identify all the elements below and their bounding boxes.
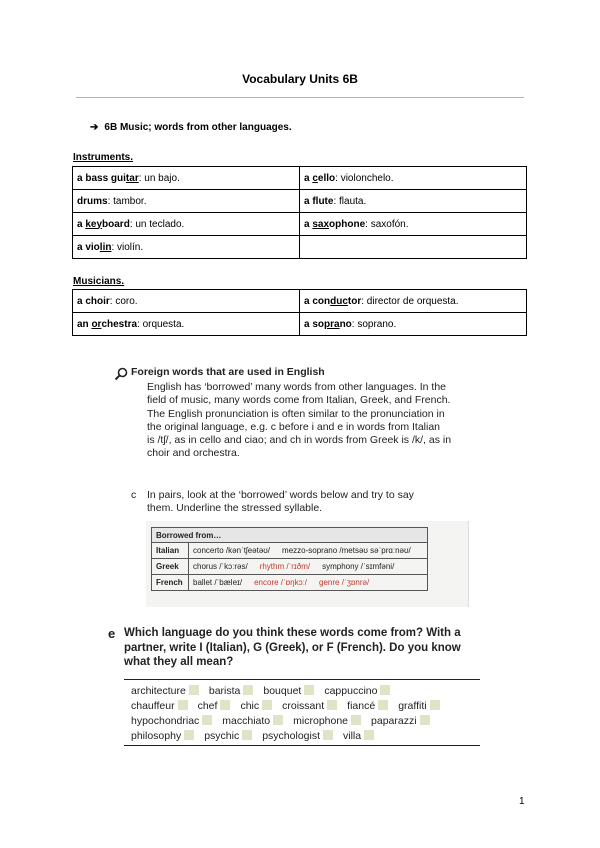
- borrowed-word: encore /ˈɒŋkɔː/: [254, 578, 308, 587]
- borrowed-language: Italian: [152, 543, 189, 559]
- answer-box[interactable]: [430, 700, 440, 710]
- vocab-article: a: [77, 172, 86, 184]
- text-line: choir and orchestra.: [147, 447, 240, 460]
- answer-box[interactable]: [323, 730, 333, 740]
- vocab-term: bass gui: [85, 172, 126, 184]
- text-line: partner, write I (Italian), G (Greek), or F (French). Do you know: [124, 641, 461, 654]
- vocab-stressed-syllable: duc: [330, 295, 348, 307]
- vocab-stressed-syllable: or: [91, 318, 102, 330]
- borrowed-language: Greek: [152, 559, 189, 575]
- vocab-stressed-syllable: tar: [125, 172, 139, 184]
- table-row: [73, 236, 527, 259]
- answer-box[interactable]: [189, 685, 199, 695]
- musicians-table: [72, 289, 527, 336]
- answer-box[interactable]: [220, 700, 230, 710]
- vocab-term: flute: [312, 195, 334, 207]
- borrowed-word: ballet /ˈbæleɪ/: [193, 578, 243, 587]
- borrowed-header: Borrowed from…: [152, 528, 428, 543]
- vocab-article: a: [77, 218, 86, 230]
- word-item: philosophy: [131, 730, 182, 742]
- answer-box[interactable]: [202, 715, 212, 725]
- word-item: hypochondriac: [131, 715, 200, 727]
- word-item: chauffeur: [131, 700, 175, 712]
- word-item: chef: [197, 700, 218, 712]
- vocab-translation: : coro.: [109, 295, 138, 307]
- vocab-article: a: [77, 295, 86, 307]
- table-row: [73, 313, 527, 336]
- borrowed-words: [189, 575, 428, 591]
- table-row: [73, 290, 527, 313]
- vocab-translation: : flauta.: [333, 195, 367, 207]
- vocab-article: a: [304, 172, 313, 184]
- section-bullet-text: 6B Music; words from other languages.: [104, 122, 292, 133]
- answer-box[interactable]: [184, 730, 194, 740]
- magnifier-icon: [114, 367, 128, 381]
- word-row: [131, 699, 481, 714]
- word-item: cappuccino: [324, 685, 378, 697]
- borrowed-word: mezzo-soprano /metsəʊ səˈprɑːnəʊ/: [282, 546, 411, 555]
- vocab-stressed-syllable: sax: [312, 218, 330, 230]
- vocab-stressed-syllable: pra: [324, 318, 340, 330]
- page-number: 1: [519, 796, 525, 807]
- vocab-cell: [73, 213, 300, 236]
- word-item: paparazzi: [371, 715, 417, 727]
- answer-box[interactable]: [364, 730, 374, 740]
- borrowed-language: French: [152, 575, 189, 591]
- section-bullet: [90, 122, 292, 133]
- borrowed-words: [189, 543, 428, 559]
- word-item: microphone: [293, 715, 349, 727]
- vocab-cell: [300, 167, 527, 190]
- vocab-translation: : un bajo.: [138, 172, 180, 184]
- vocab-article: a: [304, 195, 313, 207]
- vocab-stressed-syllable: key: [85, 218, 103, 230]
- text-line: the original language, e.g. c before i and e in words from Italian: [147, 420, 441, 433]
- word-item: barista: [208, 685, 241, 697]
- table-row: [152, 559, 428, 575]
- foreign-words-body: [147, 381, 475, 461]
- vocab-article: a: [304, 295, 313, 307]
- answer-box[interactable]: [242, 730, 252, 740]
- vocab-article: a: [304, 218, 313, 230]
- answer-box[interactable]: [243, 685, 253, 695]
- table-row: [73, 213, 527, 236]
- vocab-translation: : violonchelo.: [335, 172, 394, 184]
- answer-box[interactable]: [351, 715, 361, 725]
- word-row: [131, 729, 481, 744]
- vocab-term: so: [312, 318, 325, 330]
- borrowed-word: chorus /ˈkɔːrəs/: [193, 562, 248, 571]
- exercise-c-letter: c: [131, 489, 137, 501]
- vocab-stressed-syllable: c: [312, 172, 318, 184]
- vocab-translation: : tambor.: [107, 195, 147, 207]
- vocab-term: ophone: [329, 218, 366, 230]
- text-line: The English pronunciation is often similar to the pronunciation in: [147, 407, 445, 420]
- table-row: [152, 543, 428, 559]
- vocab-cell: [73, 236, 300, 259]
- text-line: what they all mean?: [124, 656, 234, 668]
- answer-box[interactable]: [378, 700, 388, 710]
- word-item: croissant: [282, 700, 325, 712]
- vocab-cell: [73, 290, 300, 313]
- vocab-translation: : un teclado.: [129, 218, 185, 230]
- answer-box[interactable]: [420, 715, 430, 725]
- text-line: field of music, many words come from Italian, Greek, and French.: [147, 394, 451, 407]
- vocab-cell: [73, 167, 300, 190]
- word-item: bouquet: [263, 685, 302, 697]
- text-line: In pairs, look at the ‘borrowed’ words below and try to say: [147, 489, 414, 501]
- word-row: [131, 714, 481, 729]
- word-list-top-rule: [124, 679, 480, 680]
- borrowed-table: [151, 527, 428, 591]
- vocab-cell: [300, 313, 527, 336]
- vocab-translation: : violín.: [111, 241, 144, 253]
- vocab-term: con: [312, 295, 331, 307]
- word-row: [131, 684, 481, 699]
- vocab-term: board: [102, 218, 130, 230]
- instruments-table: [72, 166, 527, 259]
- exercise-e-instructions: [124, 626, 474, 670]
- vocab-translation: : orquesta.: [137, 318, 185, 330]
- word-item: fiancé: [347, 700, 376, 712]
- exercise-c-instructions: [147, 489, 457, 516]
- vocab-stressed-syllable: lin: [99, 241, 112, 253]
- borrowed-word: rhythm /ˈrɪðm/: [259, 562, 311, 571]
- borrowed-word: symphony /ˈsɪmfəni/: [322, 562, 395, 571]
- answer-box[interactable]: [327, 700, 337, 710]
- text-line: them. Underline the stressed syllable.: [147, 502, 323, 515]
- answer-box[interactable]: [178, 700, 188, 710]
- text-line: is /tʃ/, as in cello and ciao; and ch in words from Greek is /k/, as in: [147, 434, 452, 447]
- borrowed-word: genre /ˈʒɒnrə/: [319, 578, 370, 587]
- vocab-cell: [300, 190, 527, 213]
- text-line: Which language do you think these words come from? With a: [124, 627, 461, 639]
- vocab-term: vio: [85, 241, 100, 253]
- word-list: [131, 684, 481, 744]
- title-divider: [76, 97, 524, 98]
- vocab-cell: [73, 190, 300, 213]
- answer-box[interactable]: [273, 715, 283, 725]
- vocab-term: drums: [77, 195, 108, 207]
- vocab-article: an: [77, 318, 92, 330]
- word-item: psychic: [204, 730, 240, 742]
- vocab-cell: [300, 236, 527, 259]
- borrowed-header-row: [152, 528, 428, 543]
- vocab-translation: : director de orquesta.: [361, 295, 459, 307]
- vocab-cell: [73, 313, 300, 336]
- table-row: [73, 190, 527, 213]
- word-item: graffiti: [398, 700, 427, 712]
- answer-box[interactable]: [380, 685, 390, 695]
- word-item: macchiato: [222, 715, 271, 727]
- vocab-translation: : saxofón.: [365, 218, 409, 230]
- musicians-heading: Musicians.: [73, 276, 125, 287]
- vocab-translation: : soprano.: [351, 318, 397, 330]
- word-item: chic: [240, 700, 260, 712]
- page-title: Vocabulary Units 6B: [242, 72, 358, 86]
- word-item: villa: [343, 730, 362, 742]
- vocab-term: no: [339, 318, 352, 330]
- vocab-article: a: [304, 318, 313, 330]
- vocab-term: ello: [317, 172, 336, 184]
- vocab-term: chestra: [101, 318, 138, 330]
- borrowed-words: [189, 559, 428, 575]
- instruments-heading: Instruments.: [73, 152, 134, 163]
- table-row: [73, 167, 527, 190]
- word-list-bottom-rule: [124, 745, 480, 746]
- vocab-article: a: [77, 241, 86, 253]
- borrowed-word: concerto /kənˈtʃeətəʊ/: [193, 546, 271, 555]
- word-item: psychologist: [262, 730, 320, 742]
- word-item: architecture: [131, 685, 186, 697]
- answer-box[interactable]: [262, 700, 272, 710]
- text-line: English has ‘borrowed’ many words from other languages. In the: [147, 381, 447, 393]
- vocab-term: choir: [85, 295, 110, 307]
- vocab-cell: [300, 290, 527, 313]
- vocab-term: tor: [347, 295, 362, 307]
- foreign-words-heading: Foreign words that are used in English: [131, 366, 325, 378]
- arrow-icon: ➔: [90, 122, 99, 133]
- table-row: [152, 575, 428, 591]
- vocab-cell: [300, 213, 527, 236]
- exercise-e-letter: e: [108, 626, 116, 641]
- answer-box[interactable]: [304, 685, 314, 695]
